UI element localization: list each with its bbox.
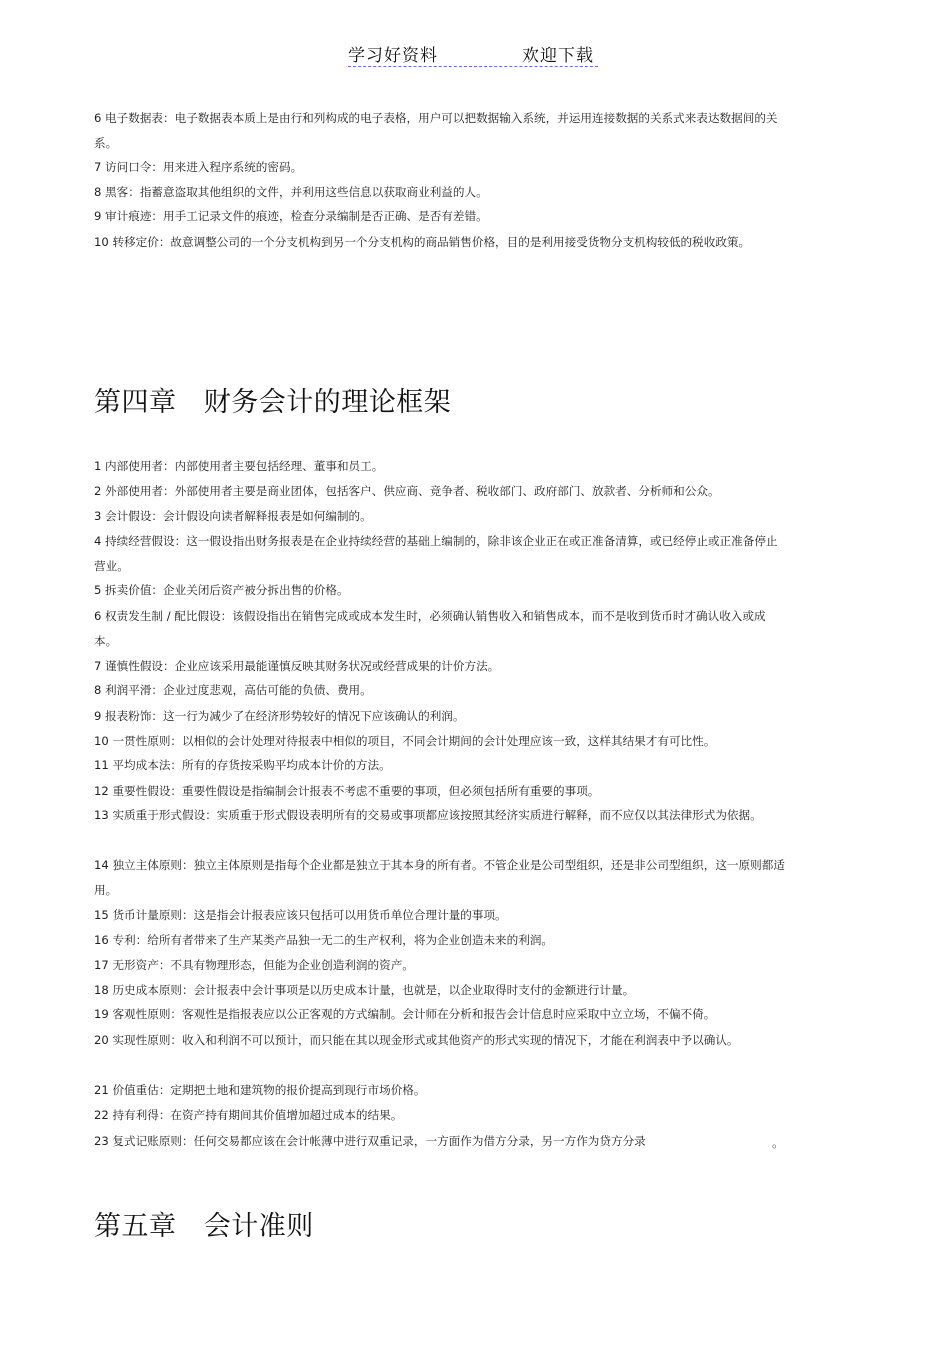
list-item: 15 货币计量原则：这是指会计报表应该只包括可以用货币单位合理计量的事项。: [94, 908, 507, 922]
list-item: 11 平均成本法：所有的存货按采购平均成本计价的方法。: [94, 758, 391, 772]
list-item: 3 会计假设：会计假设向读者解释报表是如何编制的。: [94, 509, 372, 523]
list-item: 23 复式记账原则：任何交易都应该在会计帐薄中进行双重记录，一方面作为借方分录，另一方作为贷方分录: [94, 1134, 646, 1148]
list-item: 1 内部使用者：内部使用者主要包括经理、董事和员工。: [94, 459, 384, 473]
chapter-5-title: 第五章 会计准则: [94, 1211, 314, 1242]
list-item: 20 实现性原则：收入和利润不可以预计，而只能在其以现金形式或其他资产的形式实现的情况下，才能在利润表中予以确认。: [94, 1033, 739, 1047]
list-item: 6 电子数据表：电子数据表本质上是由行和列构成的电子表格，用户可以把数据输入系统，并运用连接数据的关系式来表达数据间的关系。: [94, 111, 778, 150]
list-item: 6 权责发生制 / 配比假设：该假设指出在销售完成或成本发生时，必须确认销售收入和销售成本，而不是收到货币时才确认收入或成本。: [94, 609, 766, 648]
list-item: 17 无形资产：不具有物理形态，但能为企业创造利润的资产。: [94, 958, 414, 972]
list-item: 5 拆卖价值：企业关闭后资产被分拆出售的价格。: [94, 583, 349, 597]
list-item: 4 持续经营假设：这一假设指出财务报表是在企业持续经营的基础上编制的，除非该企业正在或正准备清算，或已经停止或正准备停止营业。: [94, 534, 778, 573]
trailing-period: 。: [772, 1136, 785, 1150]
list-item: 8 利润平滑：企业过度悲观，高估可能的负债、费用。: [94, 683, 372, 697]
list-item: 7 谨慎性假设：企业应该采用最能谨慎反映其财务状况或经营成果的计价方法。: [94, 659, 500, 673]
list-item: 14 独立主体原则：独立主体原则是指每个企业都是独立于其本身的所有者。不管企业是公司型组织，还是非公司型组织，这一原则都适用。: [94, 858, 785, 897]
list-item: 10 转移定价：故意调整公司的一个分支机构到另一个分支机构的商品销售价格，目的是利用接受货物分支机构较低的税收政策。: [94, 235, 751, 249]
list-item: 19 客观性原则：客观性是指报表应以公正客观的方式编制。会计师在分析和报告会计信息时应采取中立立场，不偏不倚。: [94, 1007, 716, 1021]
list-item: 7 访问口令：用来进入程序系统的密码。: [94, 160, 303, 174]
chapter-4-title: 第四章 财务会计的理论框架: [94, 387, 452, 418]
list-item: 12 重要性假设：重要性假设是指编制会计报表不考虑不重要的事项，但必须包括所有重要的事项。: [94, 784, 600, 798]
list-item: 21 价值重估：定期把土地和建筑物的报价提高到现行市场价格。: [94, 1083, 426, 1097]
list-item: 13 实质重于形式假设：实质重于形式假设表明所有的交易或事项都应该按照其经济实质进行解释，而不应仅以其法律形式为依据。: [94, 808, 762, 822]
list-item: 16 专利：给所有者带来了生产某类产品独一无二的生产权利，将为企业创造未来的利润。: [94, 933, 554, 947]
list-item: 10 一贯性原则：以相似的会计处理对待报表中相似的项目，不同会计期间的会计处理应该一致，这样其结果才有可比性。: [94, 734, 716, 748]
page-header: [348, 40, 598, 67]
list-item: 2 外部使用者：外部使用者主要是商业团体，包括客户、供应商、竞争者、税收部门、政府部门、放款者、分析师和公众。: [94, 484, 720, 498]
header-right-text: 欢迎下载: [522, 46, 594, 66]
list-item: 9 报表粉饰：这一行为减少了在经济形势较好的情况下应该确认的利润。: [94, 709, 465, 723]
list-item: 18 历史成本原则：会计报表中会计事项是以历史成本计量，也就是，以企业取得时支付的金额进行计量。: [94, 983, 635, 997]
list-item: 22 持有利得：在资产持有期间其价值增加超过成本的结果。: [94, 1108, 403, 1122]
list-item: 8 黑客：指蓄意盗取其他组织的文件，并利用这些信息以获取商业利益的人。: [94, 185, 488, 199]
list-item: 9 审计痕迹：用手工记录文件的痕迹，检查分录编制是否正确、是否有差错。: [94, 209, 488, 223]
header-left-text: 学习好资料: [348, 46, 438, 66]
